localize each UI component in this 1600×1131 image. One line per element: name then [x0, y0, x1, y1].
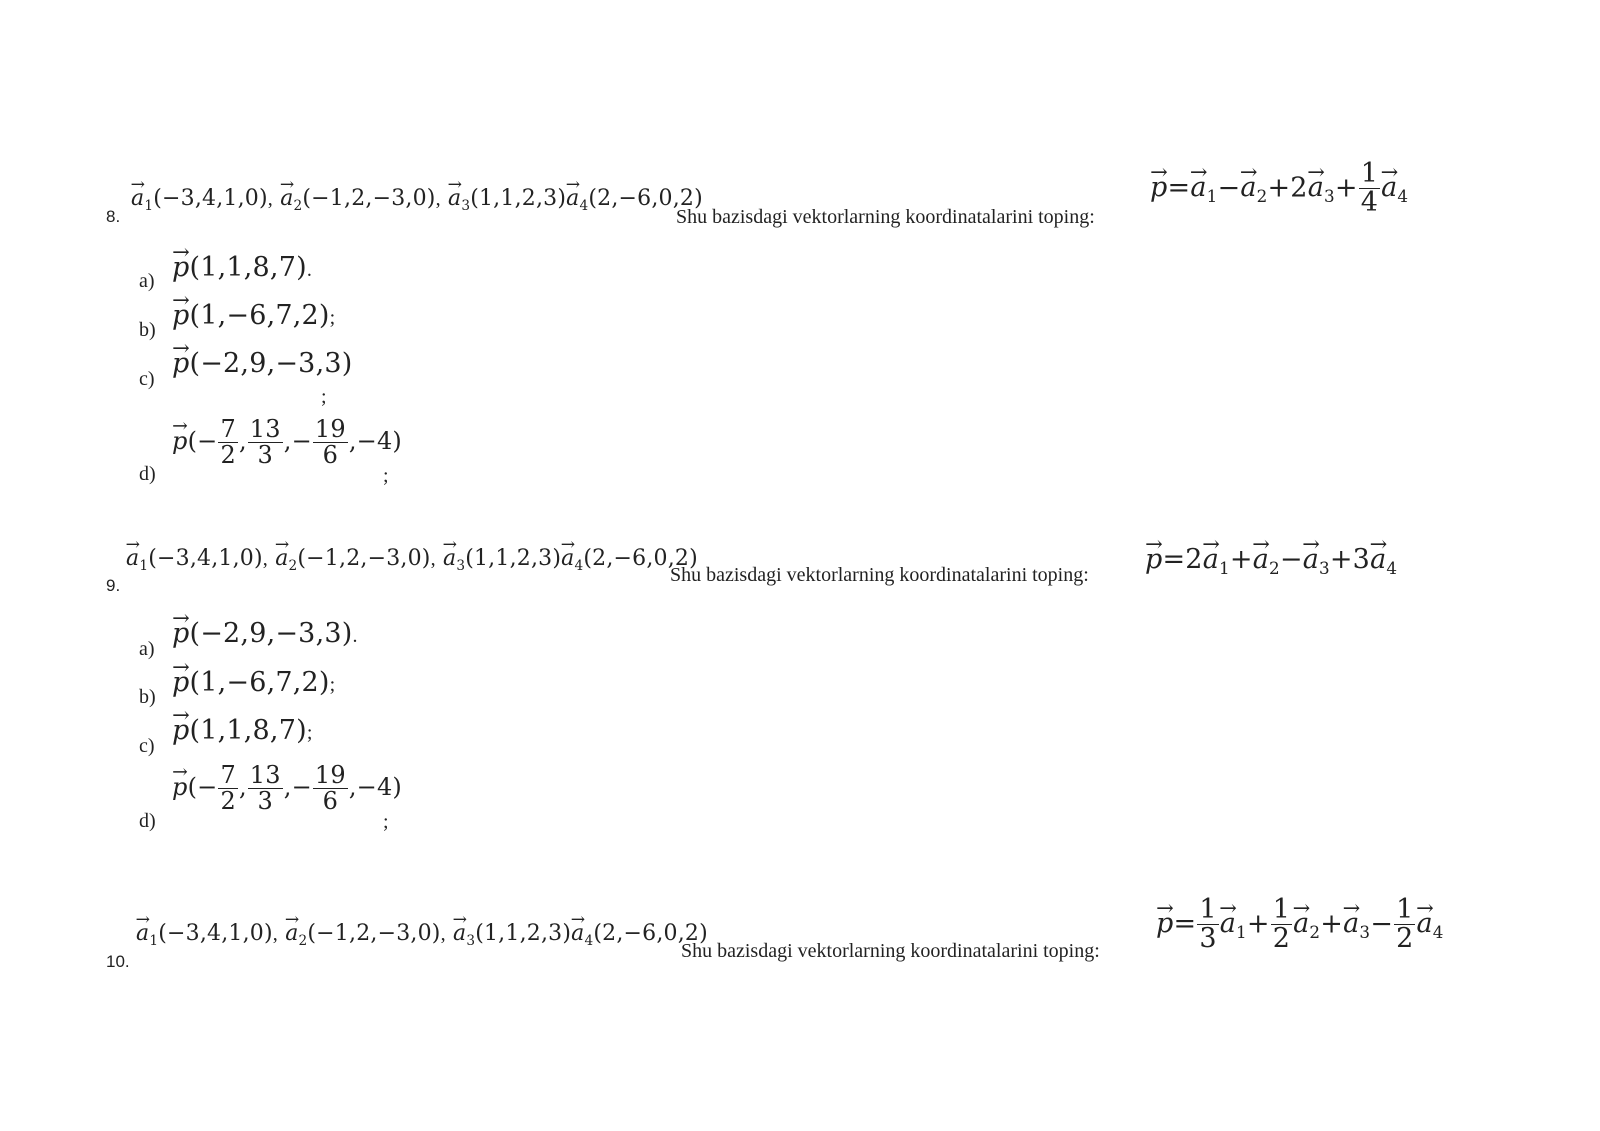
vector-a-icon: → a: [131, 186, 144, 211]
problem-8-task-text: Shu bazisdagi vektorlarning koordinatalarini toping:: [676, 206, 1095, 228]
problem-8-option-d: → p(− $\frac{7}{2}$ , $\frac{13}{3}$ ,− $\frac{19}{6}$ ,−4): [172, 417, 402, 468]
problem-9-task-text: Shu bazisdagi vektorlarning koordinatalarini toping:: [670, 564, 1089, 586]
problem-9-option-b: → p(1,−6,7,2);: [172, 667, 335, 698]
problem-8-option-a: → p(1,1,8,7).: [172, 252, 312, 283]
problem-8-option-c-end: ;: [321, 386, 327, 408]
problem-8-basis: → $a_1(-3,4,1,0)$, → $a_2(-1,2,-3,0)$, → $a_3(1,1,2,3)\to a_4(2,-6,0,2)$: [131, 186, 703, 211]
problem-9-option-a: → p(−2,9,−3,3).: [172, 618, 358, 649]
vector-a1-coords: (−3,4,1,0): [153, 186, 268, 211]
problem-8-option-d-end: ;: [383, 465, 389, 487]
vector-a2-coords: (−1,2,−3,0): [302, 186, 436, 211]
problem-9-option-d-end: ;: [383, 811, 389, 833]
problem-8-formula: → $p=\to a_1-\to a_2+2\to a_3+$ $\frac{1}{4}$ → $a_4$: [1150, 160, 1408, 218]
problem-9-option-c: → p(1,1,8,7);: [172, 715, 313, 746]
problem-8-option-c: → p(−2,9,−3,3): [172, 348, 352, 379]
problem-10-task-text: Shu bazisdagi vektorlarning koordinatalarini toping:: [681, 940, 1100, 962]
problem-8-option-b-label: b): [139, 319, 156, 341]
vector-a-icon: → a: [448, 186, 461, 211]
vector-a4-coords: (2,−6,0,2): [588, 186, 703, 211]
problem-8-number: 8.: [106, 207, 121, 226]
problem-8-option-c-label: c): [139, 368, 155, 390]
problem-10-formula: → p= $\frac{1}{3}$ → $a_1+$ $\frac{1}{2}$ → $a_2+\to a_3-$ $\frac{1}{2}$ → $a_4$: [1156, 896, 1444, 954]
problem-9-option-b-label: b): [139, 686, 156, 708]
problem-9-option-c-label: c): [139, 735, 155, 757]
problem-8-option-d-label: d): [139, 463, 156, 485]
problem-9-option-a-label: a): [139, 638, 155, 660]
problem-9-option-d: → p(− $\frac{7}{2}$ , $\frac{13}{3}$ ,− $\frac{19}{6}$ ,−4): [172, 763, 402, 814]
vector-a-icon: → a: [566, 186, 579, 211]
problem-9-formula: → $p=2\to a_1+\to a_2-\to a_3+3\to a_4$: [1145, 544, 1397, 575]
problem-8-option-a-label: a): [139, 270, 155, 292]
vector-a-icon: → a: [280, 186, 293, 211]
problem-8-option-b: → p(1,−6,7,2);: [172, 300, 335, 331]
vector-a3-coords: (1,1,2,3): [470, 186, 567, 211]
problem-10-number: 10.: [106, 952, 130, 971]
problem-9-option-d-label: d): [139, 810, 156, 832]
problem-9-basis: → $a_1(-3,4,1,0)$, → $a_2(-1,2,-3,0)$, → $a_3(1,1,2,3)\to a_4(2,-6,0,2)$: [126, 546, 698, 571]
problem-10-basis: → $a_1(-3,4,1,0)$, → $a_2(-1,2,-3,0)$, → $a_3(1,1,2,3)\to a_4(2,-6,0,2)$: [136, 921, 708, 946]
problem-9-number: 9.: [106, 576, 121, 595]
